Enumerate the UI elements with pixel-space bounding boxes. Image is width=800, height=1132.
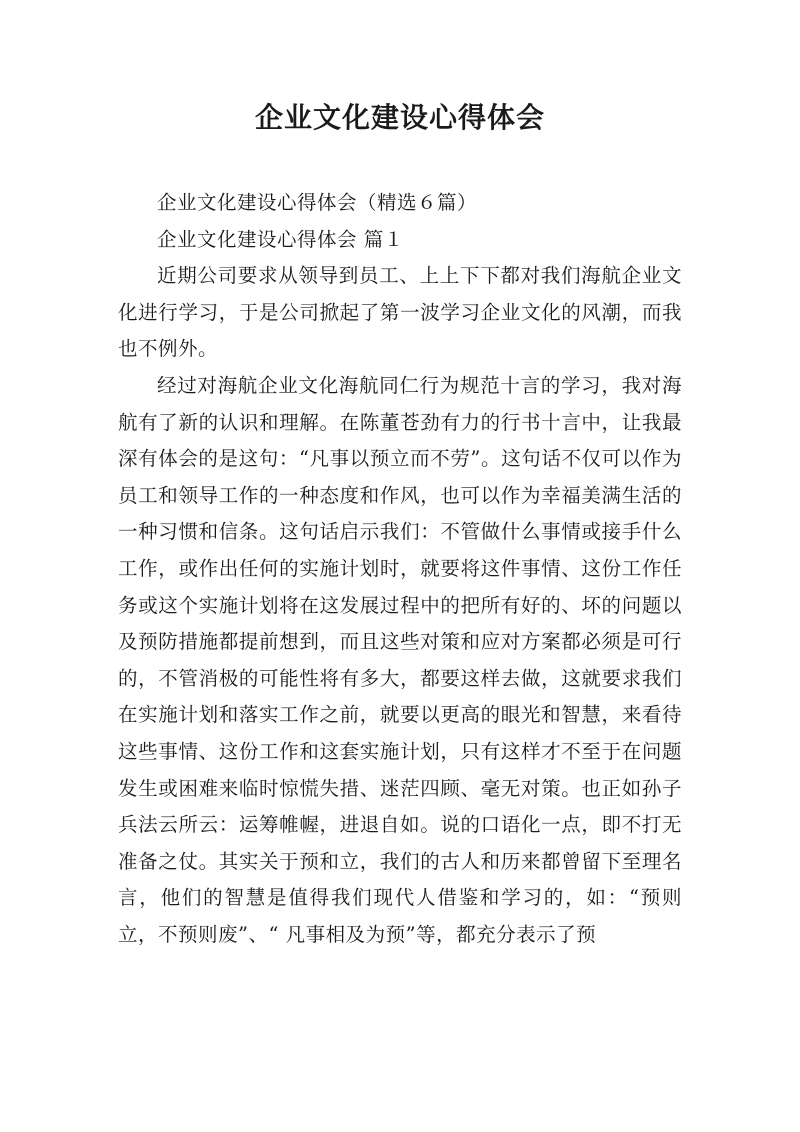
document-title: 企业文化建设心得体会 (254, 101, 545, 134)
paragraph-2: 经过对海航企业文化海航同仁行为规范十言的学习，我对海航有了新的认识和理解。在陈董苍劲有力的行书十言中，让我最深有体会的是这句：“凡事以预立而不劳”。这句话不仅可以作为员工和领导工作的一种态度和作风，也可以作为幸福美满生活的一种习惯和信条。这句话启示我们：不管做什么事情或接手什么工作，或作出任何的实施计划时，就要将这件事情、这份工作任务或这个实施计划将在这发展过程中的把所有好的、坏的问题以及预防措施都提前想到，而且这些对策和应对方案都必须是可行的，不管消极的可能性将有多大，都要这样去做，这就要求我们在实施计划和落实工作之前，就要以更高的眼光和智慧，来看待这些事情、这份工作和这套实施计划，只有这样才不至于在问题发生或困难来临时惊慌失措、迷茫四顾、毫无对策。也正如孙子兵法云所云：运筹帷幄，进退自如。说的口语化一点，即不打无准备之仗。其实关于预和立，我们的古人和历来都曾留下至理名言，他们的智慧是值得我们现代人借鉴和学习的，如：“预则立，不预则废”、“ 凡事相及为预”等，都充分表示了预 (118, 373, 682, 946)
paragraph-1: 近期公司要求从领导到员工、上上下下都对我们海航企业文化进行学习，于是公司掀起了第一波学习企业文化的风潮，而我也不例外。 (118, 264, 682, 361)
document-body (118, 185, 682, 953)
subtitle-line: 企业文化建设心得体会（精选６篇） (157, 191, 478, 214)
section-heading: 企业文化建设心得体会 篇１ (157, 227, 404, 251)
